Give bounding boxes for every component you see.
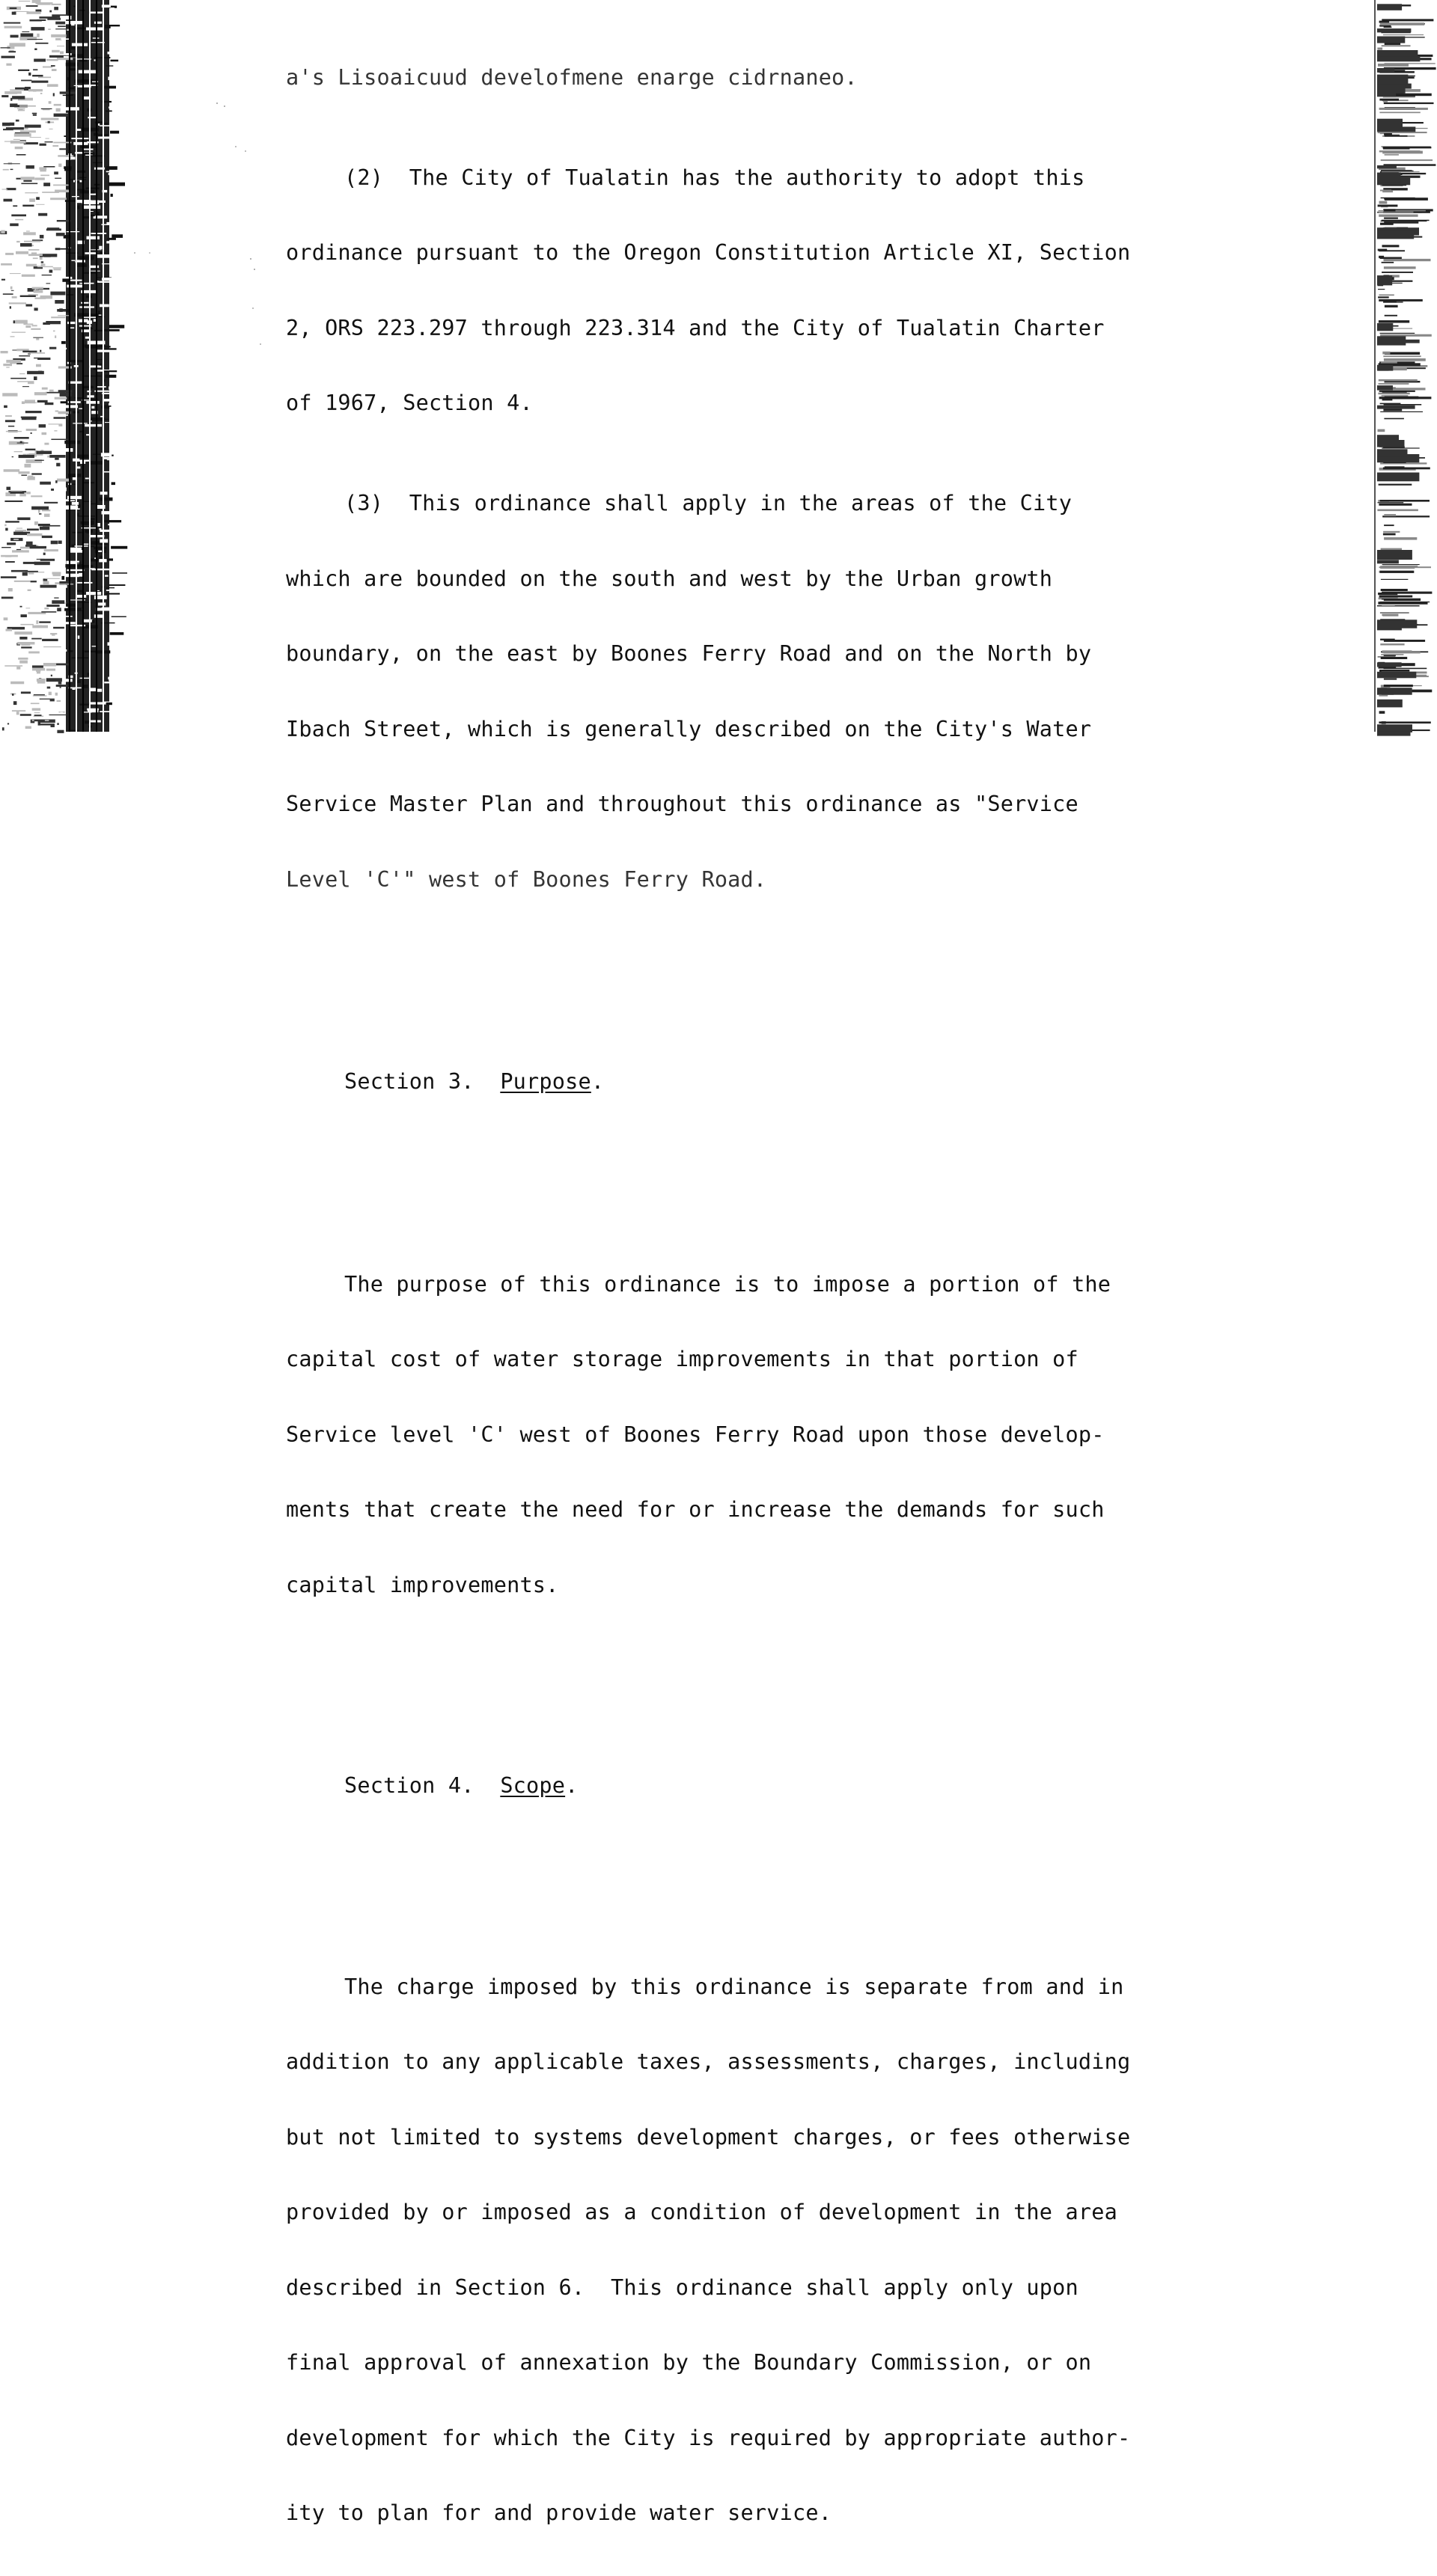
section-3-body-line-5: capital improvements. xyxy=(286,1572,559,1597)
section-3-body-line-1: The purpose of this ordinance is to impose a portion of the xyxy=(344,1271,1111,1297)
paragraph-3-line-6: Level 'C'" west of Boones Ferry Road. xyxy=(286,866,767,892)
section-4-title-period: . xyxy=(565,1773,579,1798)
left-scan-artifact-graphic xyxy=(0,0,114,732)
left-scan-artifact xyxy=(0,0,114,732)
spacer xyxy=(286,1673,1349,1698)
spacer xyxy=(286,967,1349,994)
stray-scan-specks xyxy=(112,0,284,732)
section-4-heading xyxy=(286,1773,1349,1799)
section-4-body-line-8: ity to plan for and provide water service. xyxy=(286,2500,832,2525)
section-3-title-period: . xyxy=(591,1069,605,1094)
paragraph-3-line-5: Service Master Plan and throughout this ordinance as "Service xyxy=(286,792,1078,816)
section-4-label: Section 4. xyxy=(344,1773,475,1798)
section-3-title: Purpose xyxy=(500,1069,591,1094)
section-4-body-line-3: but not limited to systems development charges, or fees otherwise xyxy=(286,2124,1131,2150)
section-4-body-line-4: provided by or imposed as a condition of development in the area xyxy=(286,2200,1117,2224)
partial-top-line: a's Lisoaicuud develofmene enarge cidrnaneo. xyxy=(286,64,858,90)
right-scan-artifact-graphic xyxy=(1374,0,1437,732)
section-4-body-line-7: development for which the City is required by appropriate author- xyxy=(286,2425,1131,2450)
section-3-body-line-2: capital cost of water storage improvements in that portion of xyxy=(286,1347,1078,1371)
document-body xyxy=(286,0,1349,2576)
section-3-label: Section 3. xyxy=(344,1069,475,1094)
paragraph-3-line-3: boundary, on the east by Boones Ferry Road and on the North by xyxy=(286,641,1092,666)
paragraph-3-line-4: Ibach Street, which is generally described on the City's Water xyxy=(286,716,1092,741)
section-3-body-line-3: Service level 'C' west of Boones Ferry Road upon those develop- xyxy=(286,1422,1105,1447)
paragraph-2-line-3: 2, ORS 223.297 through 223.314 and the City of Tualatin Charter xyxy=(286,315,1105,340)
right-scan-artifact xyxy=(1374,0,1437,732)
paragraph-2-line-4: of 1967, Section 4. xyxy=(286,391,533,415)
paragraph-3-line-2: which are bounded on the south and west by the Urban growth xyxy=(286,566,1053,591)
section-4-body-line-2: addition to any applicable taxes, assessments, charges, including xyxy=(286,2049,1131,2074)
section-4-body-line-1: The charge imposed by this ordinance is separate from and in xyxy=(344,1974,1124,1999)
paragraph-2-line-2: ordinance pursuant to the Oregon Constitution Article XI, Section xyxy=(286,240,1131,265)
section-4-body-line-6: final approval of annexation by the Boundary Commission, or on xyxy=(286,2350,1092,2375)
spacer xyxy=(286,1873,1349,1899)
paragraph-3-line-1: (3) This ordinance shall apply in the areas of the City xyxy=(344,491,1073,515)
section-4-body-line-5: described in Section 6. This ordinance shall apply only upon xyxy=(286,2274,1078,2300)
section-3-heading xyxy=(286,1069,1349,1095)
paragraph-2-line-1: (2) The City of Tualatin has the authority to adopt this xyxy=(344,165,1085,190)
section-4-title: Scope xyxy=(500,1773,566,1798)
spacer xyxy=(286,1169,1349,1196)
section-3-body-line-4: ments that create the need for or increase the demands for such xyxy=(286,1497,1105,1522)
stray-specks-graphic xyxy=(112,0,284,732)
